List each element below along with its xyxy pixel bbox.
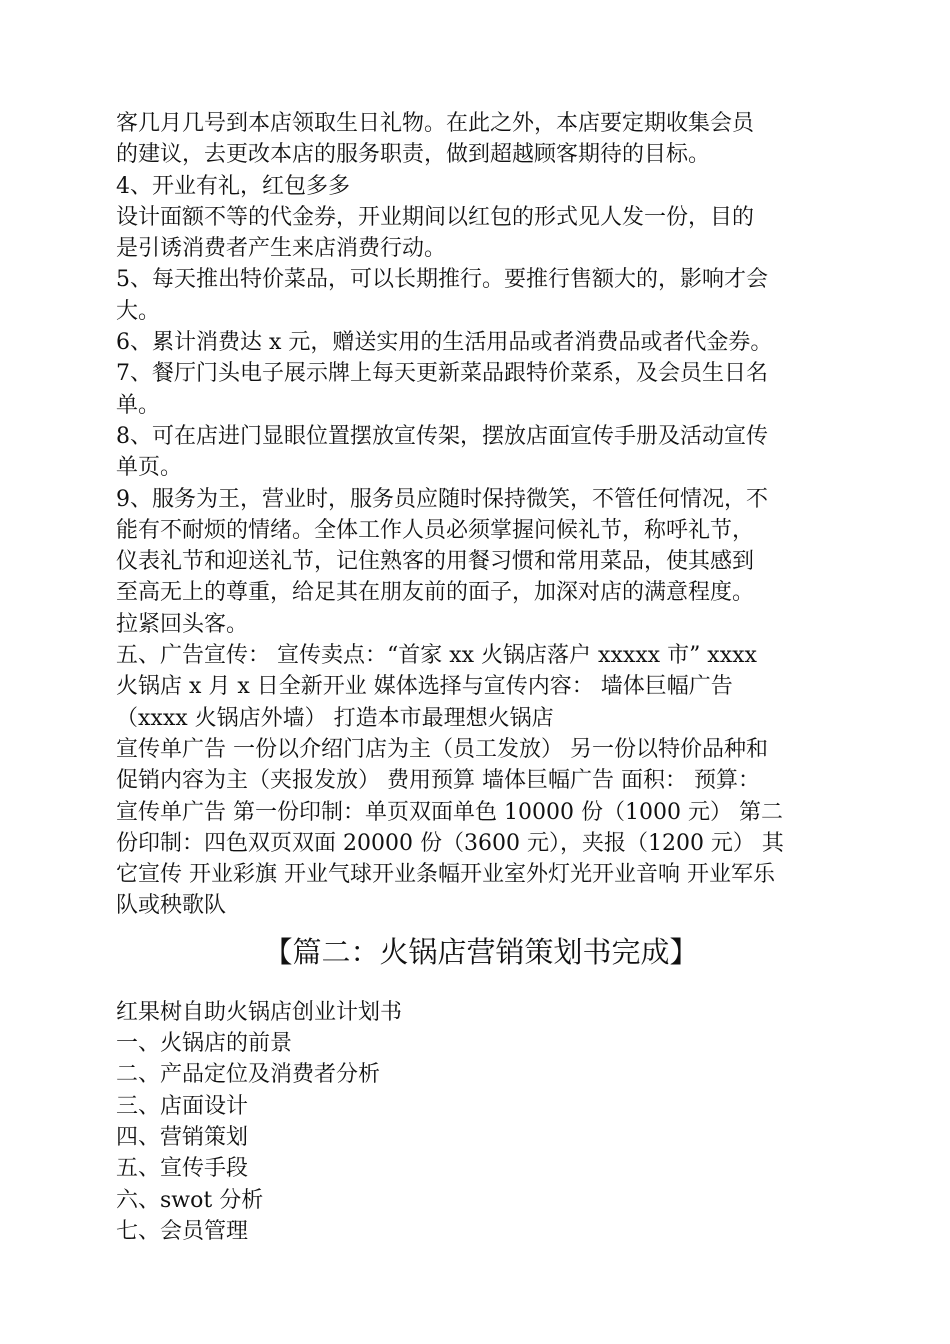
body-line: 8、可在店进门显眼位置摆放宣传架，摆放店面宣传手册及活动宣传 xyxy=(116,423,768,449)
body-line: 设计面额不等的代金券，开业期间以红包的形式见人发一份，目的 xyxy=(116,204,755,230)
body-line: 促销内容为主（夹报发放） 费用预算 墙体巨幅广告 面积： 预算： xyxy=(116,768,760,794)
body-line: 单。 xyxy=(116,392,161,418)
body-line: 4、开业有礼，红包多多 xyxy=(116,173,350,199)
body-line: （xxxx 火锅店外墙） 打造本市最理想火锅店 xyxy=(116,705,554,731)
toc-item: 红果树自助火锅店创业计划书 xyxy=(116,999,403,1025)
body-line: 的建议，去更改本店的服务职责，做到超越顾客期待的目标。 xyxy=(116,142,711,168)
toc-item: 一、火锅店的前景 xyxy=(116,1031,293,1057)
toc-item: 二、产品定位及消费者分析 xyxy=(116,1062,381,1088)
table-of-contents xyxy=(116,997,846,1247)
section-heading: 【篇二：火锅店营销策划书完成】 xyxy=(263,934,699,969)
body-line: 5、每天推出特价菜品，可以长期推行。要推行售额大的，影响才会 xyxy=(116,267,768,293)
body-line: 仪表礼节和迎送礼节，记住熟客的用餐习惯和常用菜品，使其感到 xyxy=(116,549,755,575)
body-line: 至高无上的尊重，给足其在朋友前的面子，加深对店的满意程度。 xyxy=(116,580,755,606)
body-line: 五、广告宣传： 宣传卖点：“首家 xx 火锅店落户 xxxxx 市” xxxx xyxy=(116,643,757,669)
toc-item: 四、营销策划 xyxy=(116,1124,249,1150)
body-line: 队或秧歌队 xyxy=(116,893,227,919)
body-line: 拉紧回头客。 xyxy=(116,611,249,637)
document-page xyxy=(116,108,846,1247)
toc-item: 三、店面设计 xyxy=(116,1093,249,1119)
body-line: 大。 xyxy=(116,298,161,324)
body-line: 客几月几号到本店领取生日礼物。在此之外，本店要定期收集会员 xyxy=(116,111,755,136)
toc-item: 五、宣传手段 xyxy=(116,1156,249,1182)
body-line: 6、累计消费达 x 元，赠送实用的生活用品或者消费品或者代金券。 xyxy=(116,330,773,356)
toc-item: 六、swot 分析 xyxy=(116,1187,264,1213)
body-line: 7、餐厅门头电子展示牌上每天更新菜品跟特价菜系，及会员生日名 xyxy=(116,361,768,387)
body-line: 单页。 xyxy=(116,455,183,481)
toc-item: 七、会员管理 xyxy=(116,1218,249,1244)
body-line: 宣传单广告 第一份印制：单页双面单色 10000 份（1000 元） 第二 xyxy=(116,799,783,825)
body-line: 9、服务为王，营业时，服务员应随时保持微笑，不管任何情况，不 xyxy=(116,486,768,512)
body-line: 它宣传 开业彩旗 开业气球开业条幅开业室外灯光开业音响 开业军乐 xyxy=(116,862,775,888)
body-line: 宣传单广告 一份以介绍门店为主（员工发放） 另一份以特价品种和 xyxy=(116,736,768,762)
body-line: 能有不耐烦的情绪。全体工作人员必须掌握问候礼节，称呼礼节， xyxy=(116,517,755,543)
body-line: 份印制：四色双页双面 20000 份（3600 元），夹报（1200 元） 其 xyxy=(116,830,784,856)
body-line: 火锅店 x 月 x 日全新开业 媒体选择与宣传内容： 墙体巨幅广告 xyxy=(116,674,733,700)
body-text xyxy=(116,108,846,922)
body-line: 是引诱消费者产生来店消费行动。 xyxy=(116,236,447,262)
